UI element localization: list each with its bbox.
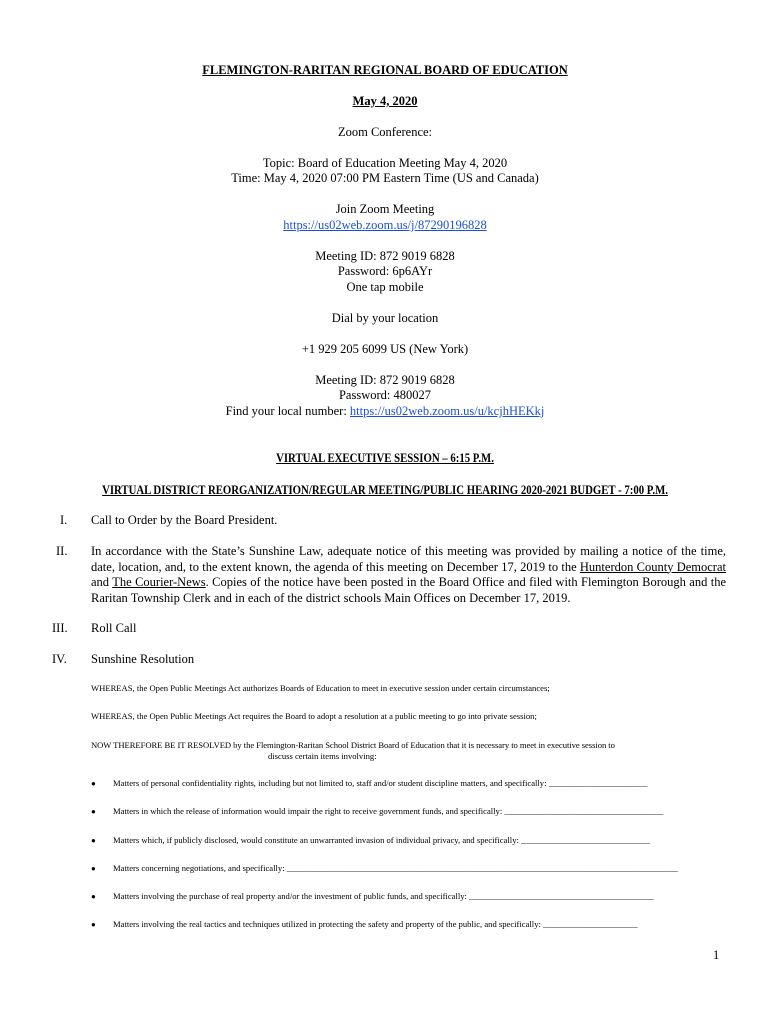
newspaper-courier: The Courier-News (112, 575, 206, 589)
agenda-item-1-number: I. (60, 513, 68, 527)
bullet-text: Matters involving the real tactics and techniques utilized in protecting the safety and property of the public, and specifically: ______________________ (113, 919, 638, 929)
agenda-item-2-number: II. (56, 544, 68, 558)
page-number: 1 (713, 948, 720, 962)
agenda-item-2-and: and (91, 575, 113, 589)
join-label: Join Zoom Meeting (335, 202, 435, 216)
agenda-item-2-text-b: . Copies of the notice have been posted in the Board Office and filed with Flemington Borough and the Raritan Township Clerk and in each of the district schools Main Offices on December 17, 2019. (91, 575, 726, 605)
bullet-icon: ● (91, 807, 96, 816)
whereas-1: WHEREAS, the Open Public Meetings Act authorizes Boards of Education to meet in executive session under certain circumstances; (91, 683, 550, 693)
password-1: Password: 6p6AYr (337, 264, 433, 278)
whereas-2: WHEREAS, the Open Public Meetings Act requires the Board to adopt a resolution at a public meeting to go into private session; (91, 711, 537, 721)
meeting-id-1: Meeting ID: 872 9019 6828 (315, 249, 455, 263)
bullet-text: Matters concerning negotiations, and specifically: ___________________________________________________________________________________________ (113, 863, 678, 873)
phone-number: +1 929 205 6099 US (New York) (301, 342, 469, 356)
bullet-icon: ● (91, 836, 96, 845)
bullet-text: Matters in which the release of information would impair the right to receive government funds, and specifically: _____________________________________ (113, 806, 664, 816)
agenda-item-3-number: III. (52, 621, 68, 635)
dial-label: Dial by your location (331, 311, 439, 325)
bullet-icon: ● (91, 892, 96, 901)
bullet-icon: ● (91, 864, 96, 873)
meeting-time: Time: May 4, 2020 07:00 PM Eastern Time (US and Canada) (231, 171, 539, 185)
meeting-topic: Topic: Board of Education Meeting May 4, 2020 (262, 156, 508, 170)
join-link-row (0, 218, 770, 234)
agenda-item-4-number: IV. (52, 652, 67, 666)
meeting-date: May 4, 2020 (352, 94, 418, 108)
newspaper-hunterdon: Hunterdon County Democrat (579, 559, 726, 574)
bullet-text: Matters which, if publicly disclosed, would constitute an unwarranted invasion of individual privacy, and specifically: ______________________________ (113, 835, 650, 845)
agenda-item-3-text: Roll Call (91, 621, 137, 635)
bullet-icon: ● (91, 779, 96, 788)
now-therefore: NOW THEREFORE BE IT RESOLVED by the Flemington-Raritan School District Board of Education that it is necessary to meet in executive session to (91, 740, 615, 750)
bullet-text: Matters involving the purchase of real property and/or the investment of public funds, and specifically: ___________________________________________ (113, 891, 654, 901)
local-number-label: Find your local number: (225, 404, 350, 418)
local-number-row (0, 404, 770, 420)
conference-label: Zoom Conference: (337, 125, 433, 139)
local-number-link[interactable]: https://us02web.zoom.us/u/kcjhHEKkj (349, 404, 545, 418)
now-therefore-continued: discuss certain items involving: (268, 751, 377, 761)
agenda-item-2-text (91, 544, 726, 606)
executive-session-heading: VIRTUAL EXECUTIVE SESSION – 6:15 P.M. (276, 451, 494, 465)
agenda-item-4-text: Sunshine Resolution (91, 652, 195, 666)
password-2: Password: 480027 (338, 388, 432, 402)
one-tap-label: One tap mobile (346, 280, 424, 294)
bullet-text: Matters of personal confidentiality rights, including but not limited to, staff and/or student discipline matters, and specifically: _______________________ (113, 778, 648, 788)
bullet-icon: ● (91, 920, 96, 929)
org-title: FLEMINGTON-RARITAN REGIONAL BOARD OF EDUCATION (202, 63, 568, 77)
agenda-item-1-text: Call to Order by the Board President. (91, 513, 278, 527)
meeting-id-2: Meeting ID: 872 9019 6828 (315, 373, 455, 387)
agenda-item-2-text-a: In accordance with the State’s Sunshine Law, adequate notice of this meeting was provided by mailing a notice of the time, date, location, and, to the extent known, the agenda of this meeting on December 17, 2019 to the (91, 544, 726, 574)
join-zoom-link[interactable]: https://us02web.zoom.us/j/87290196828 (283, 218, 487, 232)
regular-meeting-heading: VIRTUAL DISTRICT REORGANIZATION/REGULAR MEETING/PUBLIC HEARING 2020-2021 BUDGET - 7:00 P.M. (102, 483, 668, 497)
